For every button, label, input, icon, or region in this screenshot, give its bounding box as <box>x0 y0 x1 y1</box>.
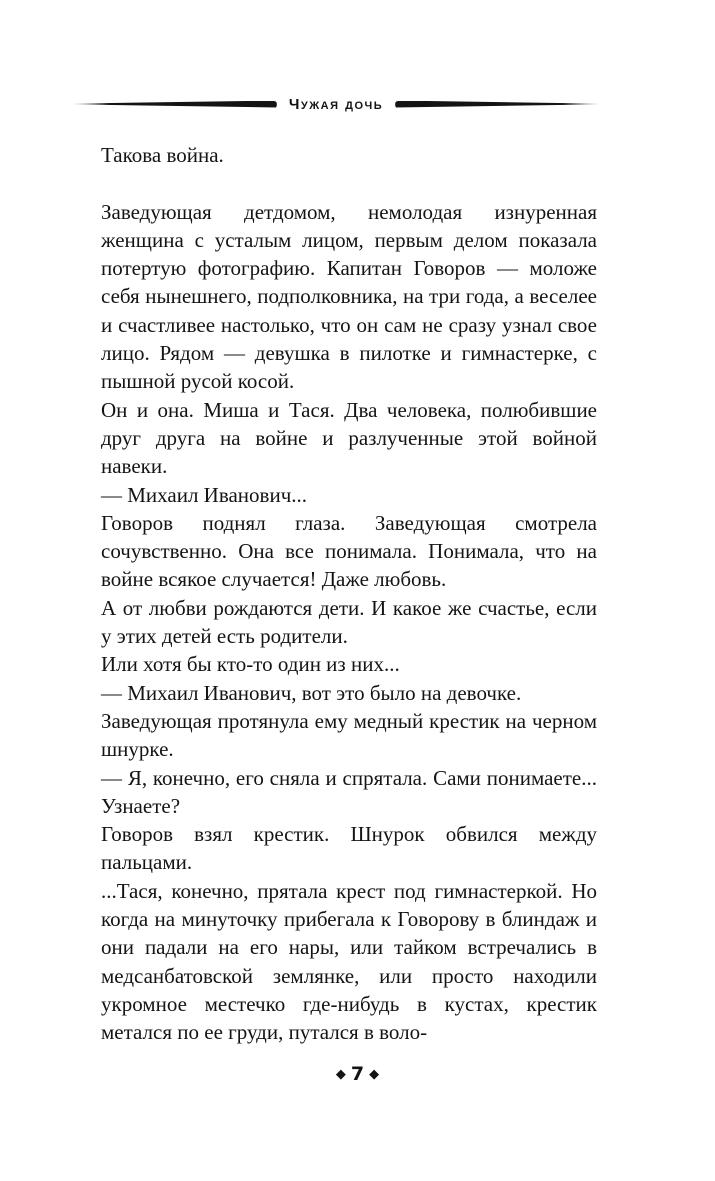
paragraph: — Михаил Иванович, вот это было на девочке. <box>101 680 522 705</box>
paragraph: Заведующая протянула ему медный крестик на черном шнурке. <box>101 708 597 762</box>
paragraph: Говоров поднял глаза. Заведующая смотрела сочувственно. Она все понимала. Понимала, что на войне всякое случается! Даже любовь. <box>101 510 597 592</box>
paragraph: — Я, конечно, его сняла и спрятала. Сами понимаете... Узнаете? <box>101 765 597 818</box>
paragraph: Заведующая детдомом, немолодая изнуренная женщина с усталым лицом, первым делом показала потертую фотографию. Капитан Говоров — моложе себя нынешнего, подполковника, на три года, а веселее и счастливее настолько, что он сам не сразу узнал свое лицо. Рядом — девушка в пилотке и гимнастерке, с пышной русой косой. <box>101 199 597 394</box>
page-number-value: 7 <box>350 1063 365 1085</box>
paragraph: — Михаил Иванович... <box>101 482 308 507</box>
diamond-ornament-right: ◆ <box>369 1067 380 1082</box>
diamond-ornament-left: ◆ <box>335 1067 346 1082</box>
paragraph: Или хотя бы кто-то один из них... <box>101 652 400 677</box>
running-header <box>72 92 600 116</box>
header-rule-left <box>72 101 277 108</box>
header-rule-right <box>395 101 600 108</box>
paragraph: Он и она. Миша и Тася. Два человека, полюбившие друг друга на войне и разлученные этой войной навеки. <box>101 397 597 479</box>
paragraph: ...Тася, конечно, прятала крест под гимнастеркой. Но когда на минуточку прибегала к Говорову в блиндаж и они падали на его нары, или тайком встречались в медсанбатовской землянке, или просто находили укромное местечко где-нибудь в кустах, крестик метался по ее груди, путался в воло- <box>101 878 597 1045</box>
paragraph: Говоров взял крестик. Шнурок обвился между пальцами. <box>101 822 597 875</box>
body-text <box>101 141 597 1047</box>
paragraph: А от любви рождаются дети. И какое же счастье, если у этих детей есть родители. <box>101 595 597 649</box>
running-header-title: Чужая дочь <box>288 95 384 113</box>
page-number <box>0 1062 715 1087</box>
paragraph: Такова война. <box>101 143 224 167</box>
